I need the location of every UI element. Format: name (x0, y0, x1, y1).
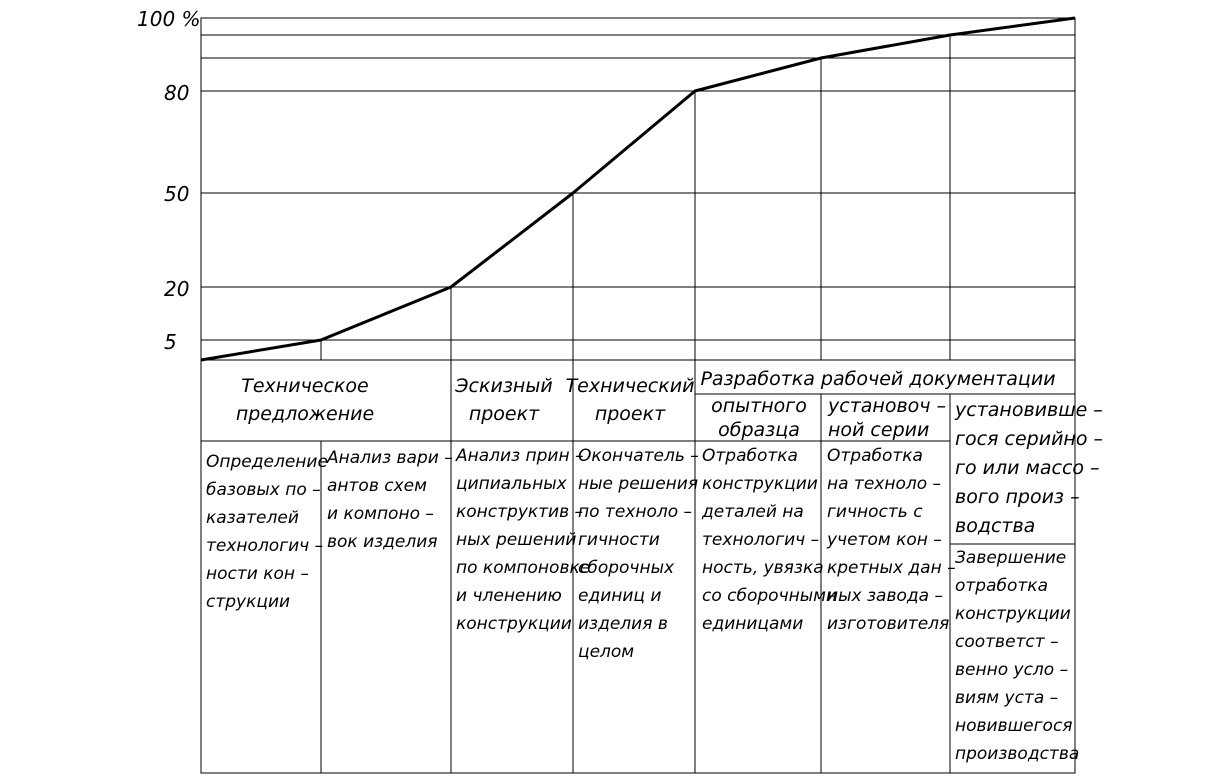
sub-header-label: установоч – (828, 395, 947, 417)
sub-header-label: вого произ – (955, 486, 1080, 508)
stage-header-label: Техническое (241, 375, 369, 397)
table-cell-line: ных решений (456, 530, 577, 550)
table-cell-line: изделия в (578, 614, 668, 634)
table-cell-line: кретных дан – (827, 558, 956, 578)
stage-header-label: Разработка рабочей документации (700, 368, 1056, 390)
table-cell-line: антов схем (327, 476, 427, 496)
table-cell-line: отработка (955, 576, 1048, 596)
table-cell-line: Анализ вари – (327, 448, 453, 468)
table-cell-line: на техноло – (827, 474, 942, 494)
table-cell-line: казателей (206, 508, 299, 528)
table-cell-line: технологич – (702, 530, 820, 550)
series-line (201, 18, 1075, 360)
table-cell-line: единицами (702, 614, 804, 634)
table-cell-line: конструкции (702, 474, 818, 494)
sub-header-label: го или массо – (955, 457, 1100, 479)
table-text (206, 368, 1103, 764)
table-cell-line: ных завода – (827, 586, 943, 606)
table-cell-line: гичность с (827, 502, 923, 522)
table-cell-line: деталей на (702, 502, 804, 522)
sub-header-label: установивше – (955, 399, 1103, 421)
table-cell-line: сборочных (578, 558, 675, 578)
table-cell-line: ности кон – (206, 564, 309, 584)
table-cell-line: Определение (206, 452, 328, 472)
y-axis-ticks (137, 7, 201, 354)
stage-header-label: Эскизный (455, 375, 553, 397)
table-cell-line: вок изделия (327, 532, 438, 552)
y-tick-label: 80 (164, 81, 190, 105)
y-tick-label: 100 % (137, 7, 201, 31)
table-cell-line: соответст – (955, 632, 1059, 652)
table-cell-line: новившегося (955, 716, 1073, 736)
y-tick-label: 5 (164, 330, 177, 354)
table-cell-line: со сборочными (702, 586, 838, 606)
table-cell-line: базовых по – (206, 480, 321, 500)
table-cell-line: производства (955, 744, 1080, 764)
table-cell-line: и членению (456, 586, 562, 606)
table-cell-line: по техноло – (578, 502, 693, 522)
table-cell-line: венно усло – (955, 660, 1069, 680)
table-cell-line: виям уста – (955, 688, 1059, 708)
table-cell-line: конструктив – (456, 502, 584, 522)
stage-header-label: проект (468, 403, 540, 425)
chart-curve (201, 18, 1075, 360)
table-cell-line: единиц и (578, 586, 662, 606)
sub-header-label: образца (718, 419, 800, 441)
table-cell-line: целом (578, 642, 635, 662)
sub-header-label: водства (955, 515, 1036, 537)
table-cell-line: технологич – (206, 536, 324, 556)
table-cell-line: и компоно – (327, 504, 434, 524)
y-tick-label: 20 (164, 277, 190, 301)
table-cell-line: по компоновке (456, 558, 591, 578)
stage-header-label: предложение (235, 403, 375, 425)
sub-header-label: опытного (711, 395, 807, 417)
table-cell-line: конструкции (456, 614, 572, 634)
table-cell-line: Окончатель – (578, 446, 699, 466)
sub-header-label: ной серии (828, 419, 930, 441)
table-cell-line: Отработка (827, 446, 923, 466)
table-cell-line: ные решения (578, 474, 699, 494)
table-cell-line: ципиальных (456, 474, 567, 494)
stage-header-label: Технический (565, 375, 695, 397)
table-cell-line: струкции (206, 592, 291, 612)
table-cell-line: гичности (578, 530, 660, 550)
table-cell-line: изготовителя (827, 614, 950, 634)
table-cell-line: конструкции (955, 604, 1071, 624)
table-cell-line: ность, увязка (702, 558, 824, 578)
y-tick-label: 50 (164, 182, 190, 206)
stage-header-label: проект (594, 403, 666, 425)
table-cell-line: учетом кон – (827, 530, 942, 550)
sub-header-label: гося серийно – (955, 428, 1104, 450)
table-cell-line: Анализ прин – (456, 446, 584, 466)
table-cell-line: Отработка (702, 446, 798, 466)
table-cell-line: Завершение (955, 548, 1067, 568)
